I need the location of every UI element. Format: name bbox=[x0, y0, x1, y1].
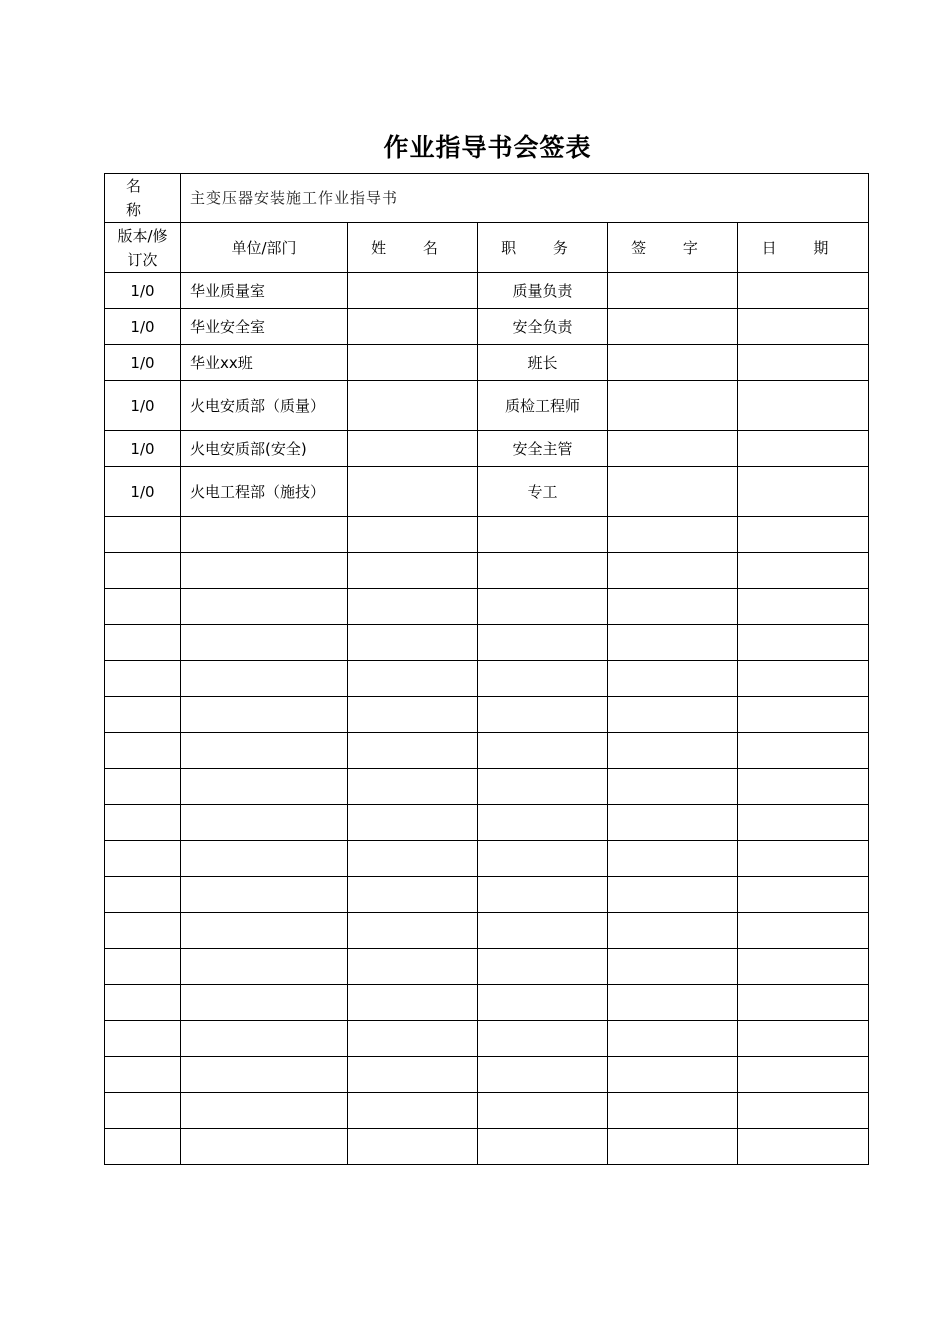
blank-dept-cell[interactable] bbox=[181, 1129, 348, 1165]
blank-version-cell[interactable] bbox=[105, 553, 181, 589]
blank-dept-cell[interactable] bbox=[181, 913, 348, 949]
blank-person-cell[interactable] bbox=[348, 805, 478, 841]
blank-row bbox=[105, 1129, 869, 1165]
header-dept: 单位/部门 bbox=[181, 223, 348, 273]
blank-person-cell[interactable] bbox=[348, 913, 478, 949]
blank-dept-cell[interactable] bbox=[181, 553, 348, 589]
form-title: 作业指导书会签表 bbox=[383, 133, 592, 162]
blank-dept-cell[interactable] bbox=[181, 877, 348, 913]
blank-version-cell[interactable] bbox=[105, 661, 181, 697]
blank-signature-cell[interactable] bbox=[608, 805, 738, 841]
blank-row bbox=[105, 805, 869, 841]
blank-version-cell[interactable] bbox=[105, 1057, 181, 1093]
blank-date-cell[interactable] bbox=[738, 517, 869, 553]
header-version: 版本/修订次 bbox=[105, 223, 181, 273]
row-signature-cell[interactable] bbox=[608, 431, 738, 467]
blank-date-cell[interactable] bbox=[738, 1057, 869, 1093]
blank-person-cell[interactable] bbox=[348, 553, 478, 589]
blank-signature-cell[interactable] bbox=[608, 589, 738, 625]
blank-dept-cell[interactable] bbox=[181, 661, 348, 697]
row-version: 1/0 bbox=[105, 273, 181, 309]
row-date-cell[interactable] bbox=[738, 431, 869, 467]
blank-date-cell[interactable] bbox=[738, 661, 869, 697]
blank-signature-cell[interactable] bbox=[608, 949, 738, 985]
blank-version-cell[interactable] bbox=[105, 697, 181, 733]
blank-role-cell[interactable] bbox=[478, 517, 608, 553]
blank-signature-cell[interactable] bbox=[608, 1093, 738, 1129]
row-person-cell[interactable] bbox=[348, 345, 478, 381]
table-row bbox=[105, 309, 869, 345]
header-row bbox=[105, 223, 869, 273]
blank-version-cell[interactable] bbox=[105, 913, 181, 949]
blank-row bbox=[105, 1093, 869, 1129]
blank-person-cell[interactable] bbox=[348, 697, 478, 733]
table-row bbox=[105, 273, 869, 309]
blank-dept-cell[interactable] bbox=[181, 949, 348, 985]
blank-dept-cell[interactable] bbox=[181, 733, 348, 769]
blank-role-cell[interactable] bbox=[478, 985, 608, 1021]
row-role: 安全负责 bbox=[478, 309, 608, 345]
blank-dept-cell[interactable] bbox=[181, 985, 348, 1021]
row-version: 1/0 bbox=[105, 345, 181, 381]
blank-signature-cell[interactable] bbox=[608, 985, 738, 1021]
row-role: 安全主管 bbox=[478, 431, 608, 467]
blank-dept-cell[interactable] bbox=[181, 625, 348, 661]
blank-signature-cell[interactable] bbox=[608, 625, 738, 661]
blank-date-cell[interactable] bbox=[738, 733, 869, 769]
blank-version-cell[interactable] bbox=[105, 769, 181, 805]
blank-person-cell[interactable] bbox=[348, 769, 478, 805]
blank-version-cell[interactable] bbox=[105, 949, 181, 985]
table-row bbox=[105, 345, 869, 381]
row-version: 1/0 bbox=[105, 381, 181, 431]
blank-date-cell[interactable] bbox=[738, 949, 869, 985]
blank-role-cell[interactable] bbox=[478, 805, 608, 841]
blank-role-cell[interactable] bbox=[478, 733, 608, 769]
blank-person-cell[interactable] bbox=[348, 733, 478, 769]
blank-row bbox=[105, 949, 869, 985]
blank-date-cell[interactable] bbox=[738, 553, 869, 589]
blank-role-cell[interactable] bbox=[478, 841, 608, 877]
row-role: 班长 bbox=[478, 345, 608, 381]
blank-person-cell[interactable] bbox=[348, 841, 478, 877]
blank-dept-cell[interactable] bbox=[181, 1057, 348, 1093]
blank-version-cell[interactable] bbox=[105, 517, 181, 553]
blank-date-cell[interactable] bbox=[738, 1021, 869, 1057]
blank-version-cell[interactable] bbox=[105, 733, 181, 769]
blank-row bbox=[105, 661, 869, 697]
row-dept: 火电工程部（施技） bbox=[181, 467, 348, 517]
blank-row bbox=[105, 1057, 869, 1093]
row-person-cell[interactable] bbox=[348, 309, 478, 345]
blank-version-cell[interactable] bbox=[105, 877, 181, 913]
blank-dept-cell[interactable] bbox=[181, 1093, 348, 1129]
blank-role-cell[interactable] bbox=[478, 625, 608, 661]
blank-date-cell[interactable] bbox=[738, 769, 869, 805]
blank-signature-cell[interactable] bbox=[608, 553, 738, 589]
blank-signature-cell[interactable] bbox=[608, 1021, 738, 1057]
blank-person-cell[interactable] bbox=[348, 1057, 478, 1093]
blank-dept-cell[interactable] bbox=[181, 589, 348, 625]
blank-version-cell[interactable] bbox=[105, 805, 181, 841]
row-date-cell[interactable] bbox=[738, 381, 869, 431]
blank-date-cell[interactable] bbox=[738, 1129, 869, 1165]
blank-dept-cell[interactable] bbox=[181, 769, 348, 805]
document-name-value: 主变压器安装施工作业指导书 bbox=[181, 174, 869, 223]
row-dept: 华业安全室 bbox=[181, 309, 348, 345]
blank-row bbox=[105, 1021, 869, 1057]
blank-dept-cell[interactable] bbox=[181, 697, 348, 733]
blank-signature-cell[interactable] bbox=[608, 1057, 738, 1093]
row-dept: 华业质量室 bbox=[181, 273, 348, 309]
row-date-cell[interactable] bbox=[738, 345, 869, 381]
blank-row bbox=[105, 517, 869, 553]
row-date-cell[interactable] bbox=[738, 467, 869, 517]
blank-person-cell[interactable] bbox=[348, 877, 478, 913]
blank-version-cell[interactable] bbox=[105, 841, 181, 877]
blank-signature-cell[interactable] bbox=[608, 769, 738, 805]
row-signature-cell[interactable] bbox=[608, 381, 738, 431]
blank-version-cell[interactable] bbox=[105, 1093, 181, 1129]
row-dept: 火电安质部(安全) bbox=[181, 431, 348, 467]
blank-signature-cell[interactable] bbox=[608, 517, 738, 553]
blank-version-cell[interactable] bbox=[105, 985, 181, 1021]
row-signature-cell[interactable] bbox=[608, 467, 738, 517]
blank-dept-cell[interactable] bbox=[181, 517, 348, 553]
blank-signature-cell[interactable] bbox=[608, 1129, 738, 1165]
blank-date-cell[interactable] bbox=[738, 1093, 869, 1129]
blank-signature-cell[interactable] bbox=[608, 877, 738, 913]
blank-row bbox=[105, 553, 869, 589]
blank-person-cell[interactable] bbox=[348, 985, 478, 1021]
blank-signature-cell[interactable] bbox=[608, 661, 738, 697]
blank-signature-cell[interactable] bbox=[608, 733, 738, 769]
table-row bbox=[105, 381, 869, 431]
blank-role-cell[interactable] bbox=[478, 661, 608, 697]
blank-signature-cell[interactable] bbox=[608, 697, 738, 733]
row-version: 1/0 bbox=[105, 431, 181, 467]
header-role: 职 务 bbox=[478, 223, 608, 273]
blank-row bbox=[105, 985, 869, 1021]
row-date-cell[interactable] bbox=[738, 309, 869, 345]
blank-row bbox=[105, 589, 869, 625]
blank-role-cell[interactable] bbox=[478, 697, 608, 733]
row-signature-cell[interactable] bbox=[608, 273, 738, 309]
blank-row bbox=[105, 841, 869, 877]
blank-row bbox=[105, 913, 869, 949]
blank-date-cell[interactable] bbox=[738, 697, 869, 733]
row-version: 1/0 bbox=[105, 467, 181, 517]
blank-role-cell[interactable] bbox=[478, 913, 608, 949]
row-person-cell[interactable] bbox=[348, 467, 478, 517]
header-date: 日 期 bbox=[738, 223, 869, 273]
header-person: 姓 名 bbox=[348, 223, 478, 273]
blank-dept-cell[interactable] bbox=[181, 841, 348, 877]
blank-role-cell[interactable] bbox=[478, 949, 608, 985]
row-role: 质检工程师 bbox=[478, 381, 608, 431]
name-label: 名 称 bbox=[105, 174, 181, 223]
blank-date-cell[interactable] bbox=[738, 805, 869, 841]
blank-person-cell[interactable] bbox=[348, 1021, 478, 1057]
blank-role-cell[interactable] bbox=[478, 877, 608, 913]
blank-person-cell[interactable] bbox=[348, 1093, 478, 1129]
blank-version-cell[interactable] bbox=[105, 625, 181, 661]
blank-person-cell[interactable] bbox=[348, 661, 478, 697]
signoff-table bbox=[104, 173, 869, 1165]
blank-row bbox=[105, 733, 869, 769]
blank-row bbox=[105, 625, 869, 661]
blank-date-cell[interactable] bbox=[738, 589, 869, 625]
row-version: 1/0 bbox=[105, 309, 181, 345]
row-signature-cell[interactable] bbox=[608, 345, 738, 381]
blank-role-cell[interactable] bbox=[478, 589, 608, 625]
blank-role-cell[interactable] bbox=[478, 769, 608, 805]
row-person-cell[interactable] bbox=[348, 273, 478, 309]
table-row bbox=[105, 431, 869, 467]
blank-version-cell[interactable] bbox=[105, 1129, 181, 1165]
blank-dept-cell[interactable] bbox=[181, 805, 348, 841]
row-dept: 华业xx班 bbox=[181, 345, 348, 381]
blank-date-cell[interactable] bbox=[738, 985, 869, 1021]
table-row bbox=[105, 467, 869, 517]
blank-person-cell[interactable] bbox=[348, 589, 478, 625]
blank-date-cell[interactable] bbox=[738, 913, 869, 949]
blank-date-cell[interactable] bbox=[738, 841, 869, 877]
row-role: 专工 bbox=[478, 467, 608, 517]
blank-role-cell[interactable] bbox=[478, 1093, 608, 1129]
row-person-cell[interactable] bbox=[348, 381, 478, 431]
blank-person-cell[interactable] bbox=[348, 1129, 478, 1165]
blank-person-cell[interactable] bbox=[348, 949, 478, 985]
blank-version-cell[interactable] bbox=[105, 1021, 181, 1057]
header-signature: 签 字 bbox=[608, 223, 738, 273]
row-dept: 火电安质部（质量） bbox=[181, 381, 348, 431]
row-date-cell[interactable] bbox=[738, 273, 869, 309]
blank-person-cell[interactable] bbox=[348, 517, 478, 553]
name-row bbox=[105, 174, 869, 223]
blank-signature-cell[interactable] bbox=[608, 913, 738, 949]
blank-role-cell[interactable] bbox=[478, 1057, 608, 1093]
blank-role-cell[interactable] bbox=[478, 1021, 608, 1057]
blank-role-cell[interactable] bbox=[478, 1129, 608, 1165]
blank-dept-cell[interactable] bbox=[181, 1021, 348, 1057]
row-signature-cell[interactable] bbox=[608, 309, 738, 345]
row-role: 质量负责 bbox=[478, 273, 608, 309]
blank-role-cell[interactable] bbox=[478, 553, 608, 589]
blank-date-cell[interactable] bbox=[738, 625, 869, 661]
blank-row bbox=[105, 877, 869, 913]
blank-row bbox=[105, 769, 869, 805]
blank-signature-cell[interactable] bbox=[608, 841, 738, 877]
row-person-cell[interactable] bbox=[348, 431, 478, 467]
blank-row bbox=[105, 697, 869, 733]
blank-version-cell[interactable] bbox=[105, 589, 181, 625]
blank-date-cell[interactable] bbox=[738, 877, 869, 913]
blank-person-cell[interactable] bbox=[348, 625, 478, 661]
